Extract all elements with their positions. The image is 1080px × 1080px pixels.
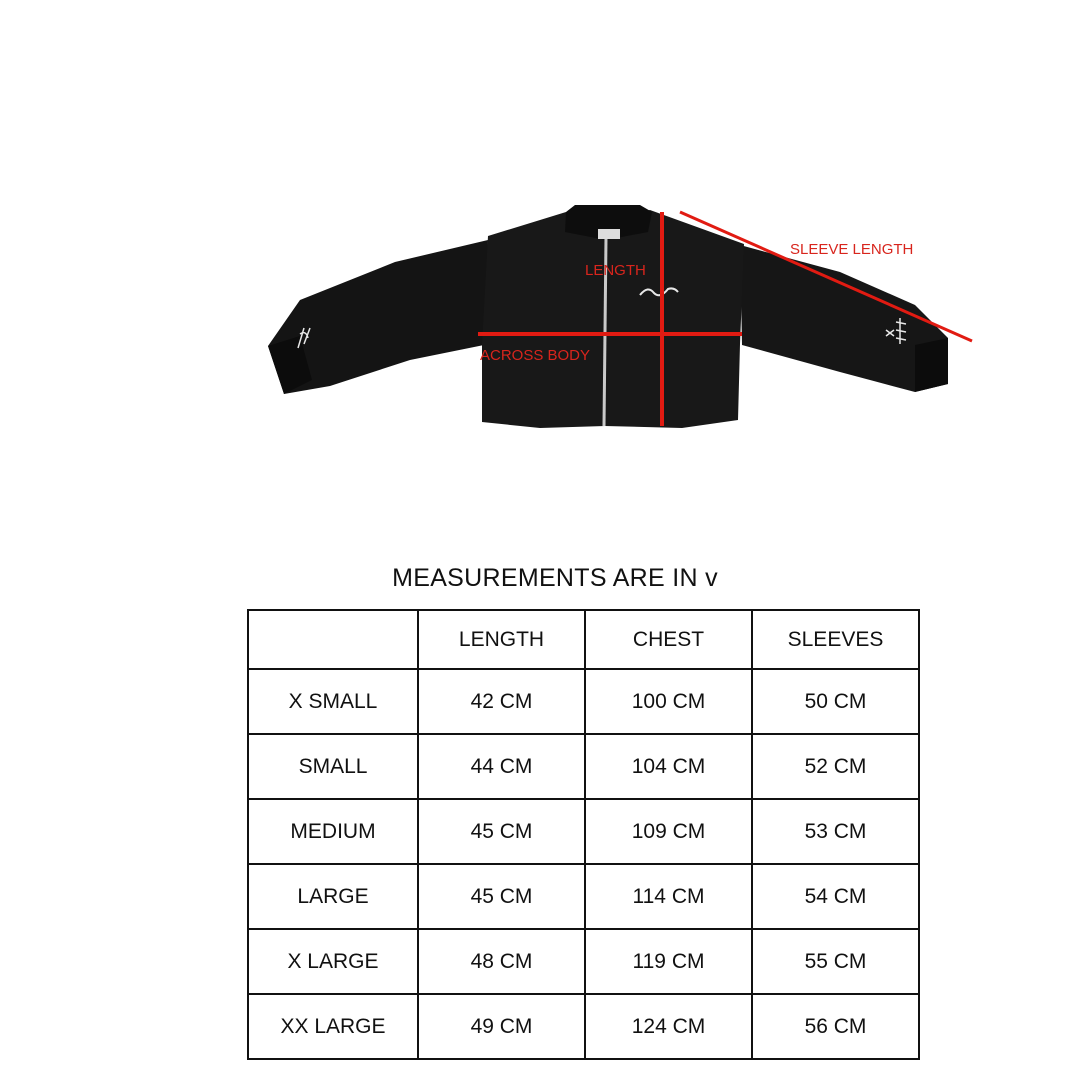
table-row (248, 669, 919, 734)
header-chest: CHEST (585, 610, 752, 669)
size-cell: XX LARGE (248, 994, 418, 1059)
chest-cell: 104 CM (585, 734, 752, 799)
measurements-title: MEASUREMENTS ARE IN v (392, 564, 718, 592)
length-cell: 49 CM (418, 994, 585, 1059)
size-chart-table (247, 609, 920, 1060)
sleeve-length-label: SLEEVE LENGTH (790, 241, 914, 258)
size-cell: SMALL (248, 734, 418, 799)
chest-cell: 109 CM (585, 799, 752, 864)
neck-label (598, 229, 620, 239)
table-row (248, 929, 919, 994)
header-length: LENGTH (418, 610, 585, 669)
sleeves-cell: 56 CM (752, 994, 919, 1059)
length-cell: 42 CM (418, 669, 585, 734)
jacket-diagram (0, 0, 1080, 520)
table-row (248, 799, 919, 864)
chest-cell: 119 CM (585, 929, 752, 994)
length-label: LENGTH (585, 262, 646, 279)
sleeves-cell: 54 CM (752, 864, 919, 929)
chest-cell: 100 CM (585, 669, 752, 734)
length-cell: 48 CM (418, 929, 585, 994)
sleeves-cell: 50 CM (752, 669, 919, 734)
sleeves-cell: 52 CM (752, 734, 919, 799)
table-row (248, 994, 919, 1059)
right-cuff (915, 338, 948, 392)
length-cell: 45 CM (418, 799, 585, 864)
across-body-label: ACROSS BODY (480, 347, 591, 364)
header-sleeves: SLEEVES (752, 610, 919, 669)
chest-cell: 114 CM (585, 864, 752, 929)
size-cell: MEDIUM (248, 799, 418, 864)
header-corner-cell (248, 610, 418, 669)
size-cell: LARGE (248, 864, 418, 929)
length-cell: 45 CM (418, 864, 585, 929)
table-row (248, 864, 919, 929)
sleeves-cell: 55 CM (752, 929, 919, 994)
chest-cell: 124 CM (585, 994, 752, 1059)
table-header-row (248, 610, 919, 669)
size-cell: X LARGE (248, 929, 418, 994)
length-cell: 44 CM (418, 734, 585, 799)
sleeves-cell: 53 CM (752, 799, 919, 864)
jacket-body (482, 210, 744, 428)
size-cell: X SMALL (248, 669, 418, 734)
table-row (248, 734, 919, 799)
